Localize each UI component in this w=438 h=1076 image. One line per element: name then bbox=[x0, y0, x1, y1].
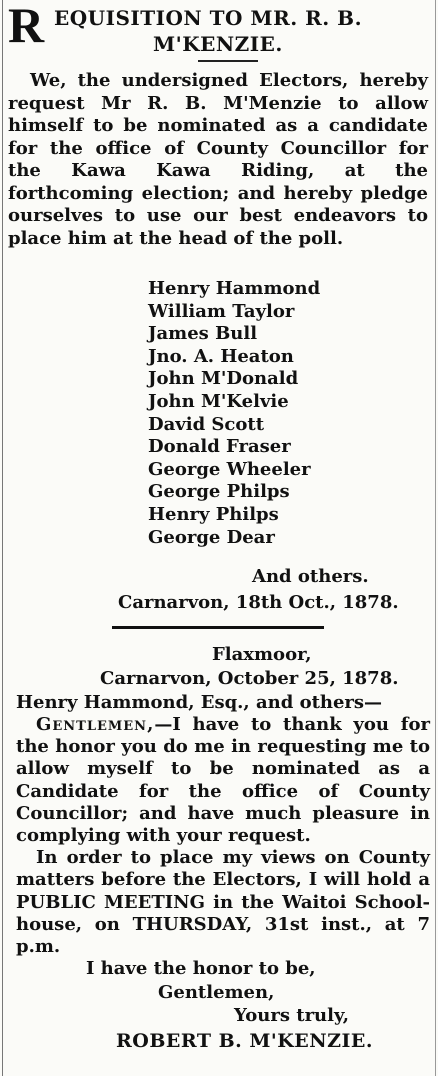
section-divider bbox=[112, 626, 324, 629]
reply-letter bbox=[16, 714, 430, 958]
heading-line-2: M'KENZIE. bbox=[153, 32, 283, 56]
requisition-date: Carnarvon, 18th Oct., 1878. bbox=[118, 592, 399, 613]
signatory-name: John M'Donald bbox=[148, 368, 299, 390]
heading-line-1: EQUISITION TO MR. R. B. bbox=[54, 6, 363, 30]
signatory-name: George Wheeler bbox=[148, 458, 311, 480]
closing-line-1: I have the honor to be, bbox=[86, 958, 316, 979]
signatory-name: John M'Kelvie bbox=[148, 390, 289, 412]
right-column-rule bbox=[435, 0, 436, 1076]
left-column-rule bbox=[2, 0, 3, 1076]
signatory-name: Donald Fraser bbox=[148, 436, 291, 458]
reply-addressee: Henry Hammond, Esq., and others— bbox=[16, 692, 383, 713]
requisition-text bbox=[8, 70, 428, 250]
and-others: And others. bbox=[252, 566, 369, 587]
heading bbox=[8, 2, 432, 72]
signatory-list bbox=[148, 278, 320, 549]
signatory-name: Henry Hammond bbox=[148, 278, 321, 299]
signatory-name: James Bull bbox=[148, 323, 258, 345]
signatory-name: William Taylor bbox=[148, 300, 295, 322]
signatory-name: Henry Philps bbox=[148, 503, 279, 525]
heading-dropcap: R bbox=[8, 0, 45, 53]
signature: ROBERT B. M'KENZIE. bbox=[116, 1030, 373, 1052]
closing-line-2: Gentlemen, bbox=[158, 982, 275, 1003]
signatory-name: George Dear bbox=[148, 526, 275, 548]
signatory-name: Jno. A. Heaton bbox=[148, 345, 294, 367]
reply-paragraph-1: —I have to thank you for the honor you do me in requesting me to allow myself to be nominated as a Candidate for the office of County Councillor; and have much pleasure in complying with your request. bbox=[16, 714, 430, 847]
signatory-name: George Philps bbox=[148, 481, 290, 503]
reply-dateline: Carnarvon, October 25, 1878. bbox=[100, 668, 399, 689]
salutation: Gentlemen, bbox=[36, 714, 155, 735]
requisition-body: We, the undersigned Electors, hereby request Mr R. B. M'Menzie to allow himself to be nominated as a candidate for the office of County Councillor for the Kawa Kawa Riding, at the forthcoming election; and hereby pledge ourselves to use our best endeavors to place him at the head of the poll. bbox=[8, 70, 428, 249]
closing-line-3: Yours truly, bbox=[234, 1005, 349, 1026]
heading-divider bbox=[198, 60, 258, 62]
reply-paragraph-2: In order to place my views on County matters before the Electors, I will hold a PUBLIC MEETING in the Waitoi School-house, on THURSDAY, 31st inst., at 7 p.m. bbox=[16, 847, 430, 958]
signatory-name: David Scott bbox=[148, 413, 265, 435]
reply-place: Flaxmoor, bbox=[212, 644, 312, 665]
